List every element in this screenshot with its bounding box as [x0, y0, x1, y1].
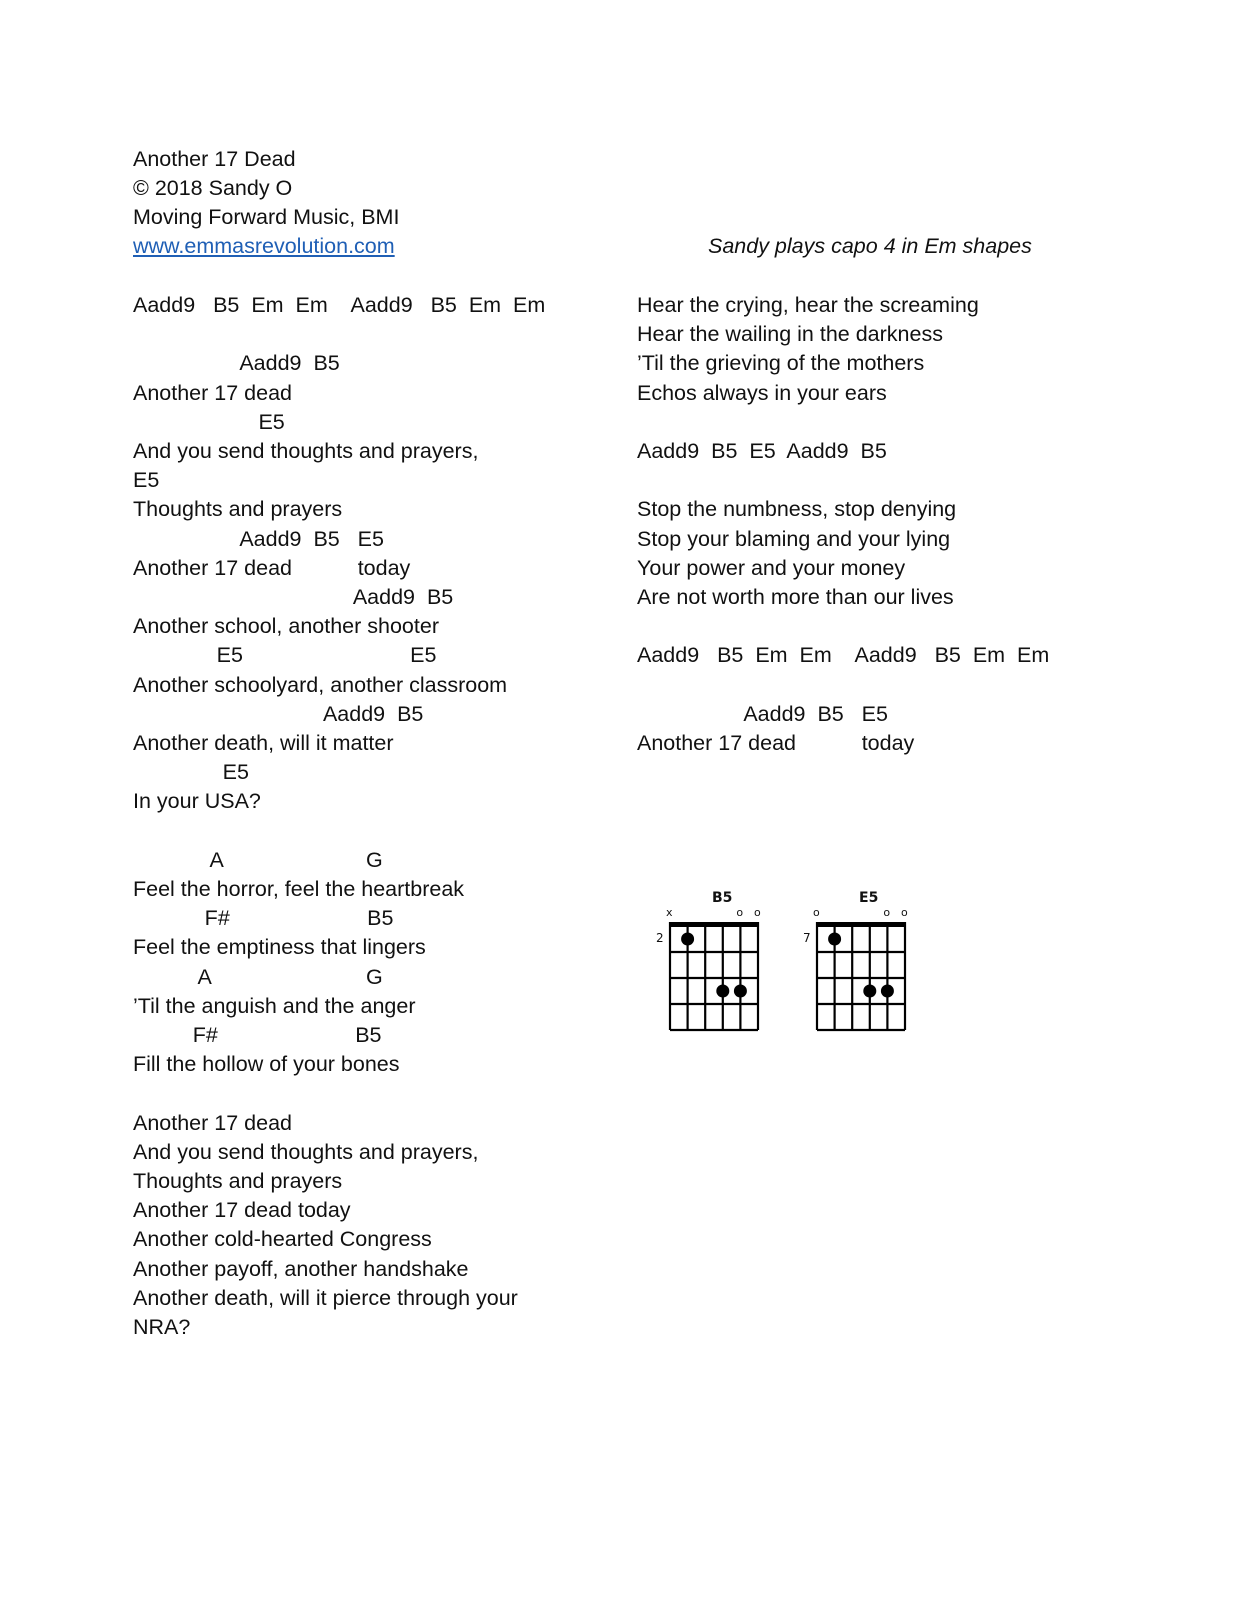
song-line: A G — [133, 847, 383, 872]
song-line: Another 17 dead — [133, 380, 292, 405]
song-line: Another 17 dead today — [133, 555, 411, 580]
song-line: Another cold-hearted Congress — [133, 1227, 432, 1252]
nut — [670, 922, 758, 927]
song-line: Aadd9 B5 Em Em Aadd9 B5 Em Em — [133, 293, 546, 317]
song-line: Another 17 dead — [133, 1110, 292, 1135]
chord-name: B5 — [712, 890, 733, 906]
song-line: Stop your blaming and your lying — [637, 526, 951, 551]
song-line: E5 — [133, 468, 160, 493]
song-line: Aadd9 B5 E5 — [637, 701, 888, 726]
song-line: Are not worth more than our lives — [637, 585, 954, 609]
song-line: Aadd9 B5 E5 Aadd9 B5 — [637, 439, 887, 463]
song-line: Aadd9 B5 — [133, 585, 454, 609]
song-line: Thoughts and prayers — [133, 1169, 343, 1193]
song-line: Another 17 dead today — [637, 731, 915, 755]
chord-name: E5 — [859, 890, 879, 906]
song-line: Aadd9 B5 — [133, 701, 424, 726]
song-line: F# B5 — [133, 1023, 382, 1047]
song-line: Another school, another shooter — [133, 614, 439, 639]
song-line: Hear the wailing in the darkness — [637, 322, 943, 347]
song-line: E5 — [133, 760, 249, 785]
song-line: F# B5 — [133, 906, 394, 931]
song-line: A G — [133, 964, 383, 989]
open-string-mark: o — [754, 906, 761, 919]
fret-number: 2 — [656, 931, 664, 945]
song-line: NRA? — [133, 1315, 191, 1339]
publisher: Moving Forward Music, BMI — [133, 205, 400, 229]
muted-string-mark: x — [666, 906, 673, 919]
song-line: Echos always in your ears — [637, 380, 887, 405]
open-string-mark: o — [883, 906, 891, 919]
song-line: Another 17 dead today — [133, 1198, 351, 1223]
open-string-mark: o — [736, 906, 744, 919]
song-line: E5 E5 — [133, 643, 437, 668]
finger-dot — [881, 985, 894, 998]
song-line: Your power and your money — [637, 555, 906, 580]
song-title: Another 17 Dead — [133, 147, 296, 171]
open-string-mark: o — [813, 906, 820, 919]
song-line: ’Til the grieving of the mothers — [637, 351, 925, 376]
song-line: Another payoff, another handshake — [133, 1256, 469, 1281]
song-line: In your USA? — [133, 789, 261, 814]
fretboard-grid — [815, 920, 915, 1035]
song-line: Aadd9 B5 — [133, 351, 340, 376]
song-line: Hear the crying, hear the screaming — [637, 293, 979, 317]
finger-dot — [734, 985, 747, 998]
song-line: Another schoolyard, another classroom — [133, 672, 508, 697]
song-line: Fill the hollow of your bones — [133, 1052, 400, 1077]
capo-note: Sandy plays capo 4 in Em shapes — [708, 234, 1032, 258]
song-line: Thoughts and prayers — [133, 497, 343, 522]
song-line: ’Til the anguish and the anger — [133, 993, 416, 1018]
song-line: Another death, will it pierce through your — [133, 1285, 518, 1310]
song-line: Stop the numbness, stop denying — [637, 497, 957, 522]
song-line: Another death, will it matter — [133, 731, 394, 755]
song-line: E5 — [133, 409, 285, 434]
finger-dot — [681, 933, 694, 946]
nut — [817, 922, 905, 927]
song-line: Feel the emptiness that lingers — [133, 935, 426, 960]
song-line: Feel the horror, feel the heartbreak — [133, 877, 465, 901]
copyright: © 2018 Sandy O — [133, 176, 293, 200]
finger-dot — [828, 933, 841, 946]
song-line: And you send thoughts and prayers, — [133, 1139, 479, 1164]
open-string-mark: o — [901, 906, 908, 919]
song-line: Aadd9 B5 E5 — [133, 526, 384, 551]
fretboard-grid — [668, 920, 768, 1035]
finger-dot — [716, 985, 729, 998]
website-link[interactable]: www.emmasrevolution.com — [133, 234, 395, 258]
song-line: Aadd9 B5 Em Em Aadd9 B5 Em Em — [637, 643, 1050, 668]
finger-dot — [863, 985, 876, 998]
fret-number: 7 — [803, 931, 811, 945]
song-line: And you send thoughts and prayers, — [133, 439, 479, 463]
